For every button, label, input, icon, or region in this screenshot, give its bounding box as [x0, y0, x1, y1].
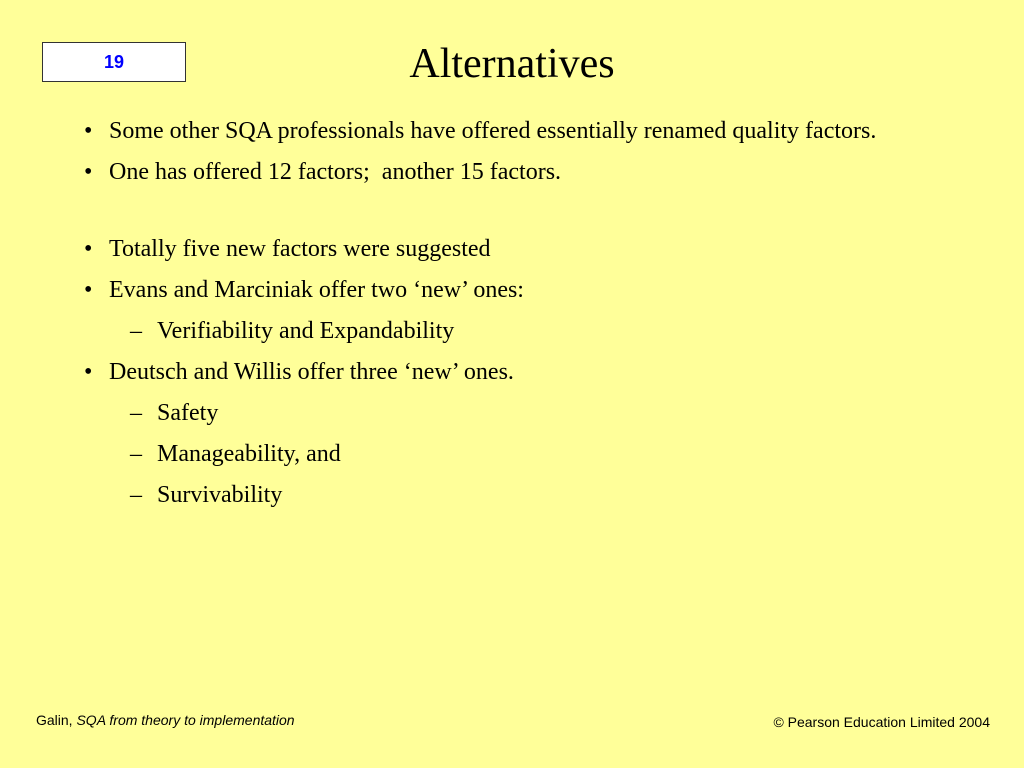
bullet-marker: •: [84, 277, 93, 303]
footer-copyright: © Pearson Education Limited 2004: [773, 714, 990, 730]
bullet-text: Deutsch and Willis offer three ‘new’ ones.: [109, 359, 514, 385]
bullet-marker: •: [84, 118, 93, 144]
slide-title: Alternatives: [409, 41, 615, 87]
sub-bullet-item: [84, 437, 964, 471]
sub-bullet-text: Survivability: [157, 482, 283, 508]
bullet-item: [84, 273, 964, 307]
bullet-marker: •: [84, 236, 93, 262]
bullet-marker: •: [84, 359, 93, 385]
bullet-item: [84, 355, 964, 389]
sub-bullet-text: Manageability, and: [157, 441, 341, 467]
sub-bullet-text: Safety: [157, 400, 219, 426]
footer-citation: [36, 712, 295, 728]
bullet-item: [84, 114, 964, 148]
dash-marker: –: [130, 400, 142, 426]
footer-book-title: SQA from theory to implementation: [76, 712, 295, 728]
sub-bullet-item: [84, 478, 964, 512]
bullet-item: [84, 155, 964, 189]
sub-bullet-item: [84, 314, 964, 348]
bullet-text: Some other SQA professionals have offered essentially renamed quality factors.: [109, 118, 877, 144]
bullet-text: One has offered 12 factors; another 15 factors.: [109, 159, 562, 185]
sub-bullet-text: Verifiability and Expandability: [157, 318, 455, 344]
bullet-text: Evans and Marciniak offer two ‘new’ ones:: [109, 277, 524, 303]
dash-marker: –: [130, 441, 142, 467]
bullet-text: Totally five new factors were suggested: [109, 236, 491, 262]
slide-content: [84, 114, 964, 519]
footer-author: Galin,: [36, 712, 73, 728]
sub-bullet-item: [84, 396, 964, 430]
bullet-marker: •: [84, 159, 93, 185]
slide-number: 19: [103, 51, 125, 72]
bullet-item: [84, 232, 964, 266]
dash-marker: –: [130, 482, 142, 508]
dash-marker: –: [130, 318, 142, 344]
